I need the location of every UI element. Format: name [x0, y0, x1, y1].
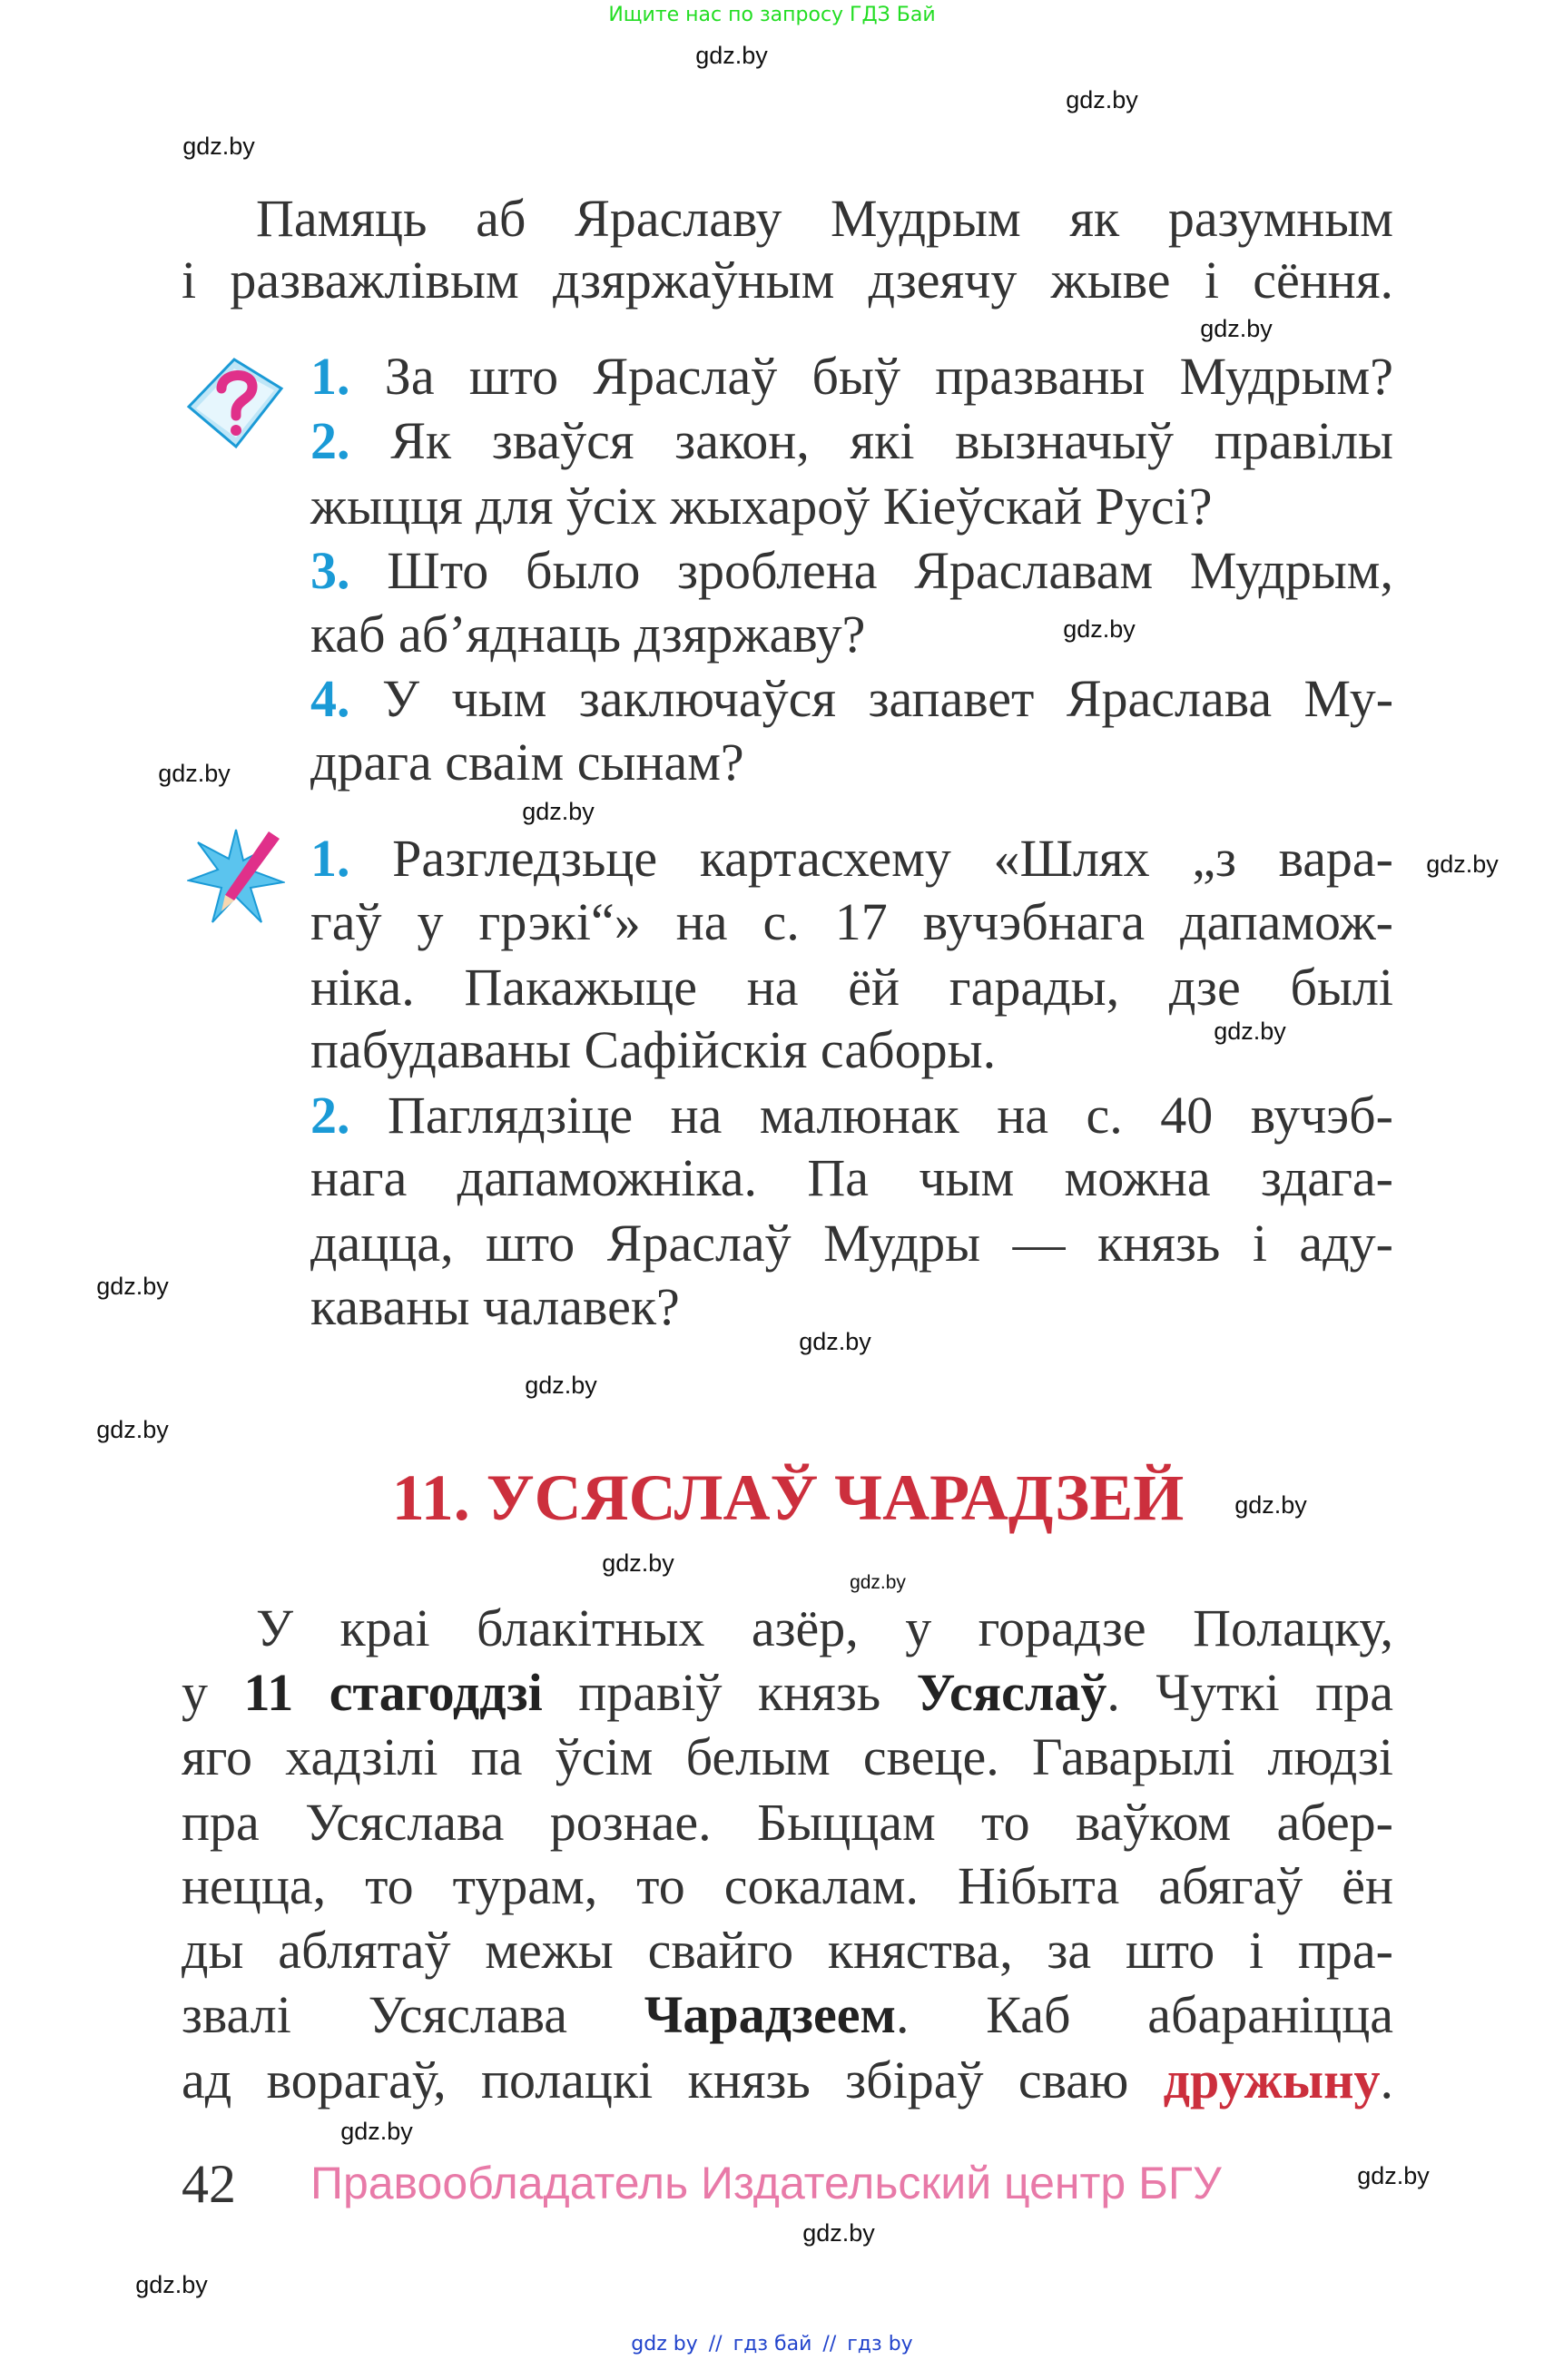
chapter-text: яго хадзілі па ўсім белым свеце. Гаварылі людзі	[182, 1727, 1393, 1786]
question-number: 2.	[310, 411, 350, 470]
question-text: У чым заключаўся запавет Яраслава Му-	[381, 669, 1394, 728]
chapter-text: ад ворагаў, полацкі князь збіраў сваю	[182, 2051, 1164, 2110]
task-line	[310, 957, 1393, 1020]
watermark: gdz.by	[850, 1572, 906, 1593]
question-line	[310, 668, 1393, 732]
question-line	[310, 540, 1393, 604]
separator: //	[822, 2333, 837, 2355]
task-number: 2.	[310, 1086, 350, 1145]
chapter-line	[256, 1598, 1393, 1661]
task-line	[310, 1147, 1393, 1211]
watermark: gdz.by	[182, 133, 255, 160]
chapter-text: .	[1380, 2051, 1393, 2110]
watermark: gdz.by	[802, 2219, 875, 2247]
question-text: Як зваўся закон, які вызначыў правілы	[390, 411, 1393, 470]
watermark: gdz.by	[135, 2271, 208, 2298]
watermark: gdz.by	[1357, 2162, 1430, 2189]
chapter-text: . Чуткі пра	[1106, 1663, 1393, 1722]
bold-term: Усяслаў	[916, 1663, 1107, 1722]
copyright-notice: Правообладатель Издательский центр БГУ	[310, 2158, 1222, 2208]
watermark: gdz.by	[1214, 1018, 1286, 1045]
watermark: gdz.by	[525, 1372, 597, 1399]
bold-term: Чарадзеем	[644, 1985, 896, 2044]
task-line	[310, 891, 1393, 955]
task-text: ніка. Пакажыце на ёй гарады, дзе былі	[310, 958, 1393, 1017]
chapter-text: звалі Усяслава	[182, 1985, 644, 2044]
question-text: драга сваім сынам?	[310, 733, 744, 792]
chapter-text: правіў князь	[542, 1663, 917, 1722]
task-text: Паглядзіце на малюнак на с. 40 вучэб-	[388, 1086, 1393, 1145]
watermark: gdz.by	[695, 42, 768, 69]
task-text: нага дапаможніка. Па чым можна здага-	[310, 1148, 1393, 1207]
watermark: gdz.by	[1063, 615, 1136, 643]
watermark: gdz.by	[158, 760, 231, 787]
task-text: гаў у грэкі“» на с. 17 вучэбнага дапамож-	[310, 892, 1393, 951]
chapter-line	[182, 1662, 1393, 1726]
question-number: 3.	[310, 541, 350, 600]
intro-line	[256, 188, 1393, 251]
question-line	[310, 476, 1393, 539]
watermark: gdz.by	[799, 1328, 871, 1355]
task-text: каваны чалавек?	[310, 1277, 680, 1336]
task-line	[310, 1276, 1393, 1340]
chapter-text: у	[182, 1663, 244, 1722]
star-pencil-icon	[187, 828, 285, 926]
chapter-text: нецца, то турам, то сокалам. Нібыта абягаў ён	[182, 1856, 1393, 1915]
chapter-heading: 11. УСЯСЛАЎ ЧАРАДЗЕЙ	[391, 1461, 1185, 1534]
question-number: 4.	[310, 669, 350, 728]
question-line	[310, 732, 1393, 795]
intro-text: і разважлівым дзяржаўным дзеячу жыве і сёння.	[182, 251, 1393, 310]
task-number: 1.	[310, 829, 350, 888]
watermark: gdz.by	[1066, 86, 1138, 113]
separator: //	[708, 2333, 723, 2355]
watermark: gdz.by	[96, 1416, 169, 1443]
chapter-line	[182, 1855, 1393, 1919]
footer-link[interactable]: gdz by	[631, 2333, 698, 2355]
task-text: Разгледзьце картасхему «Шлях „з вара-	[392, 829, 1393, 888]
intro-text: Памяць аб Яраславу Мудрым як разумным	[256, 189, 1393, 248]
task-line	[310, 1213, 1393, 1276]
chapter-line	[182, 2050, 1393, 2113]
watermark: gdz.by	[1234, 1491, 1307, 1519]
task-line	[310, 828, 1393, 891]
task-text: пабудаваны Сафійскія саборы.	[310, 1020, 997, 1079]
question-book-icon	[180, 352, 289, 452]
watermark: gdz.by	[1200, 315, 1273, 342]
watermark: gdz.by	[1426, 851, 1499, 878]
chapter-text: пра Усяслава рознае. Быццам то ваўком абер-	[182, 1793, 1393, 1852]
question-number: 1.	[310, 347, 350, 406]
highlighted-term: дружыну	[1163, 2051, 1381, 2110]
chapter-text: ды аблятаў межы свайго княства, за што і пра-	[182, 1921, 1393, 1980]
watermark: gdz.by	[602, 1549, 674, 1577]
footer-links	[0, 2333, 1544, 2355]
search-banner[interactable]: Ищите нас по запросу ГДЗ Бай	[608, 4, 936, 26]
footer-link[interactable]: гдз бай	[733, 2333, 812, 2355]
chapter-line	[182, 1792, 1393, 1855]
task-line	[310, 1019, 1393, 1083]
chapter-line	[182, 1726, 1393, 1790]
chapter-line	[182, 1920, 1393, 1983]
question-text: Што было зроблена Яраславам Мудрым,	[387, 541, 1394, 600]
page-number: 42	[182, 2154, 236, 2214]
watermark: gdz.by	[96, 1273, 169, 1300]
footer-link[interactable]: гдз by	[847, 2333, 913, 2355]
watermark: gdz.by	[522, 798, 595, 825]
chapter-line	[182, 1984, 1393, 2048]
chapter-text: У краі блакітных азёр, у горадзе Полацку,	[256, 1598, 1393, 1657]
chapter-text: . Каб абараніцца	[895, 1985, 1393, 2044]
question-text: жыцця для ўсіх жыхароў Кіеўскай Русі?	[310, 477, 1213, 536]
question-line	[310, 410, 1393, 474]
intro-line	[182, 250, 1393, 313]
task-text: дацца, што Яраслаў Мудры — князь і аду-	[310, 1214, 1393, 1273]
task-line	[310, 1085, 1393, 1148]
question-line	[310, 604, 1393, 667]
watermark: gdz.by	[340, 2118, 413, 2145]
question-text: каб аб’яднаць дзяржаву?	[310, 605, 866, 664]
bold-term: 11 стагоддзі	[243, 1663, 543, 1722]
question-text: За што Яраслаў быў празваны Мудрым?	[384, 347, 1394, 406]
question-line	[310, 346, 1393, 409]
